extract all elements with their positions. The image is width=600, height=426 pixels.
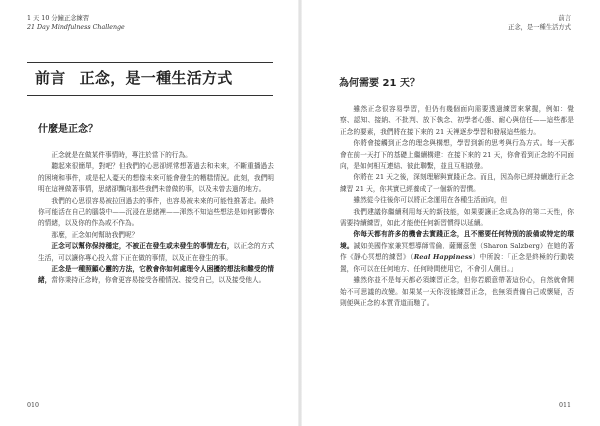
paragraph (340, 229, 574, 275)
body-text (38, 150, 274, 287)
paragraph-text: 我們建議你繼續利用每天的新技能，如果要讓正念成為你的第二天性，你需要持續練習，如此才能使任何新習慣得以延續。 (340, 207, 574, 228)
paragraph (340, 138, 574, 172)
paragraph (340, 172, 574, 195)
chapter-title (35, 68, 233, 88)
chapter-name: 正念，是一種生活方式 (79, 69, 233, 87)
emphasis-italic-text: Real Happiness (413, 253, 473, 262)
paragraph (340, 275, 574, 309)
paragraph-text: 聽起來很簡單，對吧？但我們的心思卻經常想著過去和未來，不斷重播過去的困境和事件，或是杞人憂天的想像未來可能會發生的糟糕情況。此刻，我們明明在這裡做著事情，思緒卻飄向那些我們未曾做的事，以及未曾去過的地方。 (38, 162, 274, 194)
paragraph-text: 你將在 21 天之後，深刻理解與實踐正念。而且，因為你已經持續進行正念練習 21 天，你其實已經養成了一個新的習慣。 (340, 173, 574, 193)
paragraph-text: ）中所說：「正念是終極的行動裝置，你可以在任何地方、任何時間使用它，不會引人側目。」 (340, 253, 574, 273)
paragraph-text: 雖然你並不是每天都必須練習正念，但你若願意帶著這份心，自然就會開始不可思議的改變。如果某一天你沒能練習正念，也無須責備自己或懷疑，否則便與正念的本質背道而馳了。 (340, 276, 574, 307)
section-heading: 什麼是正念？ (38, 124, 98, 135)
paragraph-text: 那麼，正念如何幫助我們呢？ (51, 230, 139, 239)
page-number: 011 (558, 402, 571, 409)
paragraph (38, 230, 274, 241)
chapter-title-header: 正念，是一種生活方式 (508, 23, 571, 31)
left-running-header (27, 15, 125, 32)
paragraph-text: 我們的心思很容易被拉回過去的事件，也容易被未來的可能性推著走。最終你可能活在自己的腦袋中——沉浸在思緒裡——渾然不知這些想法是如何影響你的情緒，以及你的作為或不作為。 (38, 196, 274, 228)
chapter-label-header: 前言 (558, 15, 571, 22)
paragraph (38, 196, 274, 230)
body-text (340, 104, 574, 309)
page-number: 010 (27, 402, 40, 409)
paragraph (340, 207, 574, 230)
paragraph (38, 150, 274, 161)
paragraph-text: 雖然正念很容易學習，但仍有幾個面向需要透過練習來掌握，例如：覺察、認知、接納、不批判、放下執念、初學者心態、耐心與信任——這些都是正念的要素，我們將在接下來的 21 天裡逐步學習和發展這些能力。 (340, 105, 574, 136)
chapter-heading-bar (27, 62, 273, 96)
section-heading: 為何需要 21 天？ (339, 78, 420, 89)
paragraph (38, 161, 274, 195)
paragraph (340, 104, 574, 138)
right-running-header (508, 15, 571, 32)
emphasis-text: 正念可以幫你保持穩定，不被正在發生或未發生的事情左右， (51, 242, 234, 251)
paragraph (340, 195, 574, 206)
emphasis-text: 正念是一種照顧心靈的方法，它教會你如何處理令人困擾的想法和難受的情緒， (38, 265, 274, 285)
paragraph (38, 264, 274, 287)
paragraph-text: 當你秉持正念時，你會更容易接受各種情況、接受自己，以及接受他人。 (51, 276, 266, 285)
emphasis-text: 你每天都有許多的機會去實踐正念，且不需要任何特別的設備或特定的環境。 (340, 230, 574, 250)
chapter-label: 前言 (35, 69, 66, 87)
paragraph-text: 雖然從今往後你可以將正念運用在各種生活面向，但 (353, 196, 508, 205)
paragraph-text: 你將會接觸到正念的理念與構想，學習到新的思考與行為方式。每一天都會在前一天打下的基礎上繼續構建：在接下來的 21 天，你會看到正念的不同面向，是如何相互連結、彼此聯繫，並且互相啟發。 (340, 139, 574, 171)
paragraph-text: 誠如美國作家兼冥想導師雪倫．薩爾茲堡（Sharon Salzberg）在她的著作《靜心冥想的練習》（ (340, 241, 575, 262)
right-page (300, 0, 600, 426)
paragraph-text: 以正念的方式生活，可以讓你專心投入當下正在做的事情，以及正在發生的事。 (38, 242, 275, 262)
book-subtitle-header: 21 Day Mindfulness Challenge (27, 23, 125, 31)
book-title-header: 1 天 10 分鐘正念練習 (27, 15, 90, 22)
paragraph (38, 241, 274, 264)
paragraph-text: 正念就是在做某件事情時，專注於當下的行為。 (51, 151, 192, 159)
